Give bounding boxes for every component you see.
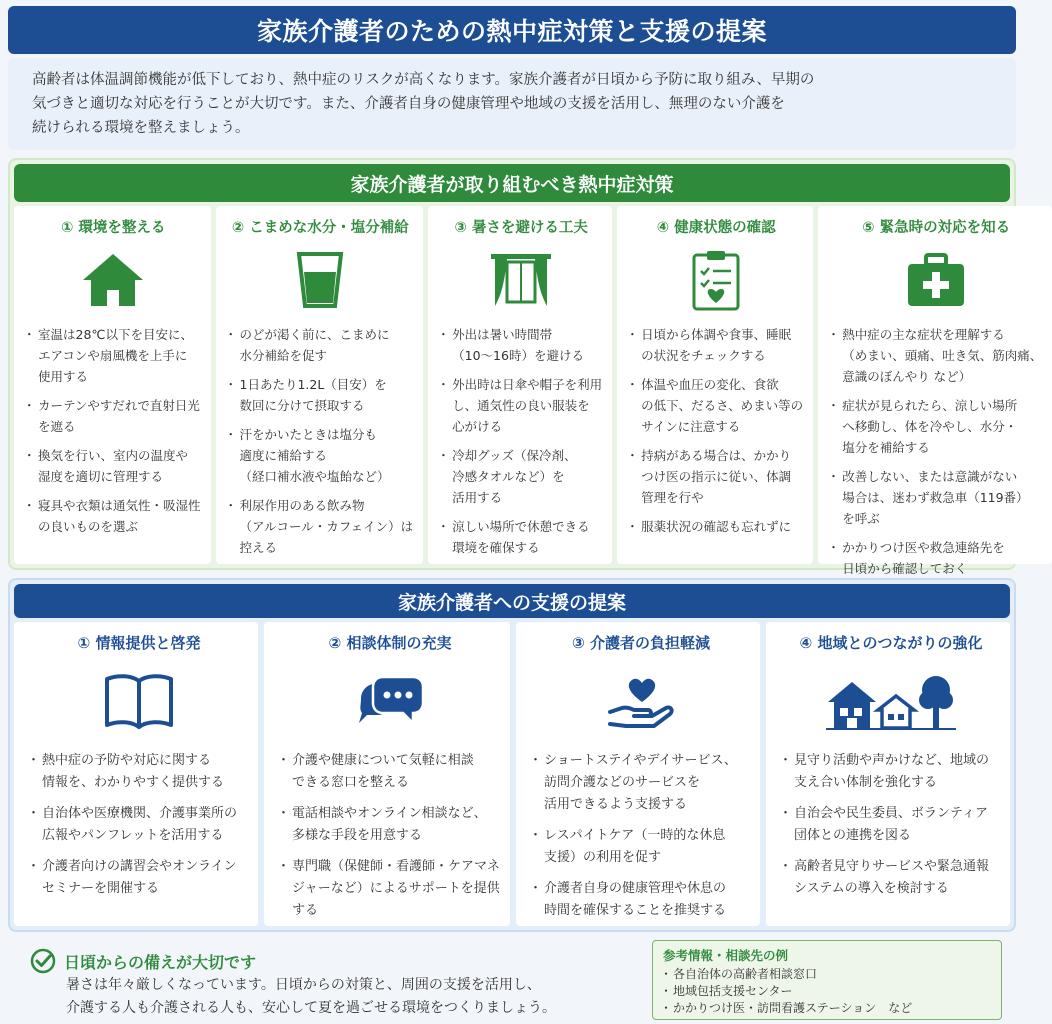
page-title: 家族介護者のための熱中症対策と支援の提案 xyxy=(8,6,1016,54)
support-section xyxy=(8,578,1016,932)
intro-line: 続けられる環境を整えましょう。 xyxy=(32,120,250,136)
measure-card-avoid-heat xyxy=(428,206,612,564)
community-houses-icon xyxy=(826,670,956,732)
measure-heading: ③ 暑さを避ける工夫 xyxy=(454,220,588,236)
list-item: ・ 1日あたり1.2L（目安）を 数回に分けて摂取する xyxy=(228,374,414,416)
list-item: ・ 熱中症の予防や対応に関する 情報を、わかりやすく提供する xyxy=(30,750,248,794)
support-heading: ④ 地域とのつながりの強化 xyxy=(799,634,983,652)
list-item: ・ かかりつけ医や救急連絡先を 日頃から確認しておく xyxy=(830,537,1042,579)
reference-title: 参考情報・相談先の例 xyxy=(663,948,789,963)
check-circle-icon xyxy=(30,948,56,974)
list-item: ・ 汗をかいたときは塩分も 適度に補給する （経口補水液や塩飴など） xyxy=(228,424,414,487)
intro-text xyxy=(8,58,1016,150)
measure-card-hydration xyxy=(216,206,424,564)
measure-heading: ① 環境を整える xyxy=(61,220,166,236)
list-item: ・ 介護や健康について気軽に相談 できる窓口を整える xyxy=(280,750,500,794)
intro-line: 高齢者は体温調節機能が低下しており、熱中症のリスクが高くなります。家族介護者が日頃から予防に取り組み、早期の xyxy=(32,72,815,88)
list-item: ・ 改善しない、または意識がない 場合は、迷わず救急車（119番） を呼ぶ xyxy=(830,466,1042,529)
footer-line: 介護する人も介護される人も、安心して夏を過ごせる環境をつくりましょう。 xyxy=(66,1000,556,1016)
support-title: 家族介護者への支援の提案 xyxy=(14,584,1010,618)
measure-heading: ④ 健康状態の確認 xyxy=(656,220,776,236)
list-item: ・ ショートステイやデイサービス、 訪問介護などのサービスを 活用できるよう支援する xyxy=(532,750,750,816)
chat-bubbles-icon xyxy=(353,671,427,731)
first-aid-kit-icon xyxy=(906,252,966,308)
footer-line: 暑さは年々厳しくなっています。日頃からの対策と、周囲の支援を活用し、 xyxy=(66,977,541,993)
list-item: ・ カーテンやすだれで直射日光 を遮る xyxy=(26,395,201,437)
list-item: ・ 専門職（保健師・看護師・ケアマネ ジャーなど）によるサポートを提供 する xyxy=(280,856,500,922)
measures-title: 家族介護者が取り組むべき熱中症対策 xyxy=(14,164,1010,202)
support-card-community xyxy=(766,622,1010,926)
list-item: ・ 寝具や衣類は通気性・吸湿性 の良いものを選ぶ xyxy=(26,495,201,537)
support-heading: ② 相談体制の充実 xyxy=(328,634,452,652)
list-item: ・ 外出時は日傘や帽子を利用 し、通気性の良い服装を 心がける xyxy=(440,374,602,437)
list-item: ・ 高齢者見守りサービスや緊急通報 システムの導入を検討する xyxy=(782,856,1000,900)
curtain-window-icon xyxy=(489,252,553,308)
clipboard-health-icon xyxy=(691,249,741,311)
measure-card-health-check xyxy=(617,206,813,564)
list-item: ・ 体温や血圧の変化、食欲 の低下、だるさ、めまい等の サインに注意する xyxy=(629,374,803,437)
house-icon xyxy=(81,250,145,310)
intro-line: 気づきと適切な対応を行うことが大切です。また、介護者自身の健康管理や地域の支援を活用し、無理のない介護を xyxy=(32,96,785,112)
support-card-consultation xyxy=(264,622,510,926)
list-item: ・ 電話相談やオンライン相談など、 多様な手段を用意する xyxy=(280,803,500,847)
support-card-information xyxy=(14,622,258,926)
heart-hand-icon xyxy=(606,672,676,730)
list-item: ・ 介護者向けの講習会やオンライン セミナーを開催する xyxy=(30,856,248,900)
list-item: ・ 換気を行い、室内の温度や 湿度を適切に管理する xyxy=(26,445,201,487)
support-heading: ① 情報提供と啓発 xyxy=(77,634,201,652)
reference-item: ・ 各自治体の高齢者相談窓口 xyxy=(663,966,991,983)
measure-card-environment xyxy=(14,206,211,564)
list-item: ・ 症状が見られたら、涼しい場所 へ移動し、体を冷やし、水分・ 塩分を補給する xyxy=(830,395,1042,458)
list-item: ・ 服薬状況の確認も忘れずに xyxy=(629,516,803,537)
list-item: ・ 自治会や民生委員、ボランティア 団体との連携を図る xyxy=(782,803,1000,847)
footer-heading: 日頃からの備えが大切です xyxy=(64,952,257,972)
water-glass-icon xyxy=(295,250,345,310)
list-item: ・ 持病がある場合は、かかり つけ医の指示に従い、体調 管理を行や xyxy=(629,445,803,508)
measure-heading: ⑤ 緊急時の対応を知る xyxy=(862,220,1011,236)
list-item: ・ 自治体や医療機関、介護事業所の 広報やパンフレットを活用する xyxy=(30,803,248,847)
list-item: ・ 涼しい場所で休憩できる 環境を確保する xyxy=(440,516,602,558)
list-item: ・ 室温は28℃以下を目安に、 エアコンや扇風機を上手に 使用する xyxy=(26,324,201,387)
list-item: ・ 介護者自身の健康管理や休息の 時間を確保することを推奨する xyxy=(532,878,750,922)
list-item: ・ 見守り活動や声かけなど、地域の 支え合い体制を強化する xyxy=(782,750,1000,794)
list-item: ・ 利尿作用のある飲み物 （アルコール・カフェイン）は 控える xyxy=(228,495,414,558)
list-item: ・ 冷却グッズ（保冷剤、 冷感タオルなど）を 活用する xyxy=(440,445,602,508)
list-item: ・ 熱中症の主な症状を理解する （めまい、頭痛、吐き気、筋肉痛、 意識のぼんやり など） xyxy=(830,324,1042,387)
measure-heading: ② こまめな水分・塩分補給 xyxy=(231,220,409,236)
footer-message xyxy=(30,948,630,1020)
list-item: ・ 日頃から体調や食事、睡眠 の状況をチェックする xyxy=(629,324,803,366)
reference-item: ・ かかりつけ医・訪問看護ステーション など xyxy=(663,1000,991,1017)
list-item: ・ 外出は暑い時間帯 （10〜16時）を避ける xyxy=(440,324,602,366)
measure-card-emergency xyxy=(818,206,1052,576)
reference-item: ・ 地域包括支援センター xyxy=(663,983,991,1000)
support-card-burden-relief xyxy=(516,622,760,926)
list-item: ・ のどが渇く前に、こまめに 水分補給を促す xyxy=(228,324,414,366)
reference-box xyxy=(652,940,1002,1020)
support-heading: ③ 介護者の負担軽減 xyxy=(572,634,710,652)
measures-section xyxy=(8,158,1043,576)
list-item: ・ レスパイトケア（一時的な休息 支援）の利用を促す xyxy=(532,825,750,869)
open-book-icon xyxy=(103,671,175,731)
